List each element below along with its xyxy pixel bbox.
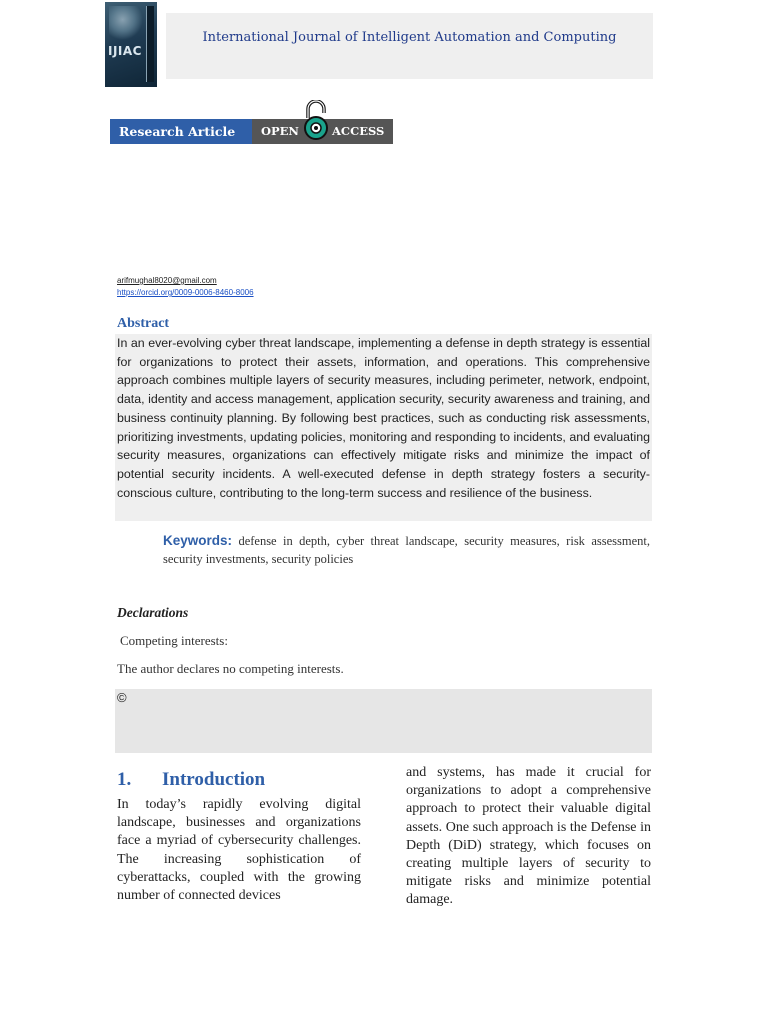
orcid-link[interactable]: https://orcid.org/0009-0006-8460-8006 — [117, 288, 254, 297]
article-type-badge: Research Article — [110, 119, 252, 144]
open-lock-icon — [302, 100, 330, 140]
introduction-heading — [117, 769, 265, 791]
competing-interests-statement: The author declares no competing interests. — [117, 661, 344, 676]
open-label: OPEN — [261, 124, 299, 138]
section-number: 1. — [117, 769, 132, 790]
keywords-label: Keywords: — [163, 533, 233, 548]
copyright-symbol: © — [117, 690, 127, 705]
access-label: ACCESS — [332, 124, 385, 138]
author-email-link[interactable]: arifmughal8020@gmail.com — [117, 276, 217, 285]
declarations-heading: Declarations — [117, 605, 189, 620]
cover-spine — [146, 6, 154, 82]
header-band — [166, 13, 653, 79]
keywords-text: defense in depth, cyber threat landscape, security measures, risk assessment, security investments, security policies — [163, 534, 651, 566]
competing-interests-label: Competing interests: — [120, 633, 228, 648]
keywords-block — [163, 532, 650, 568]
copyright-background — [115, 689, 652, 753]
section-title: Introduction — [162, 769, 266, 790]
cover-artwork — [109, 6, 143, 40]
abstract-text: In an ever-evolving cyber threat landscape, implementing a defense in depth strategy is essential for organizations to protect their assets, information, and operations. This comprehensive approach combines multiple layers of security measures, including perimeter, network, endpoint, data, identity and access management, application security, security awareness and training, and business continuity planning. By following best practices, such as conducting risk assessments, prioritizing investments, updating policies, monitoring and responding to incidents, and evaluating security measures, organizations can effectively mitigate risks and minimize the impact of potential security incidents. A well-executed defense in depth strategy fosters a security-conscious culture, contributing to the long-term success and resilience of the business. — [117, 336, 650, 500]
journal-cover-image — [105, 2, 157, 87]
cover-title: IJIAC — [108, 44, 142, 58]
abstract-heading: Abstract — [117, 316, 170, 331]
introduction-right-column: and systems, has made it crucial for organizations to adopt a comprehensive approach to protect their valuable digital assets. One such approach is the Defense in Depth (DiD) strategy, which focuses on creating multiple layers of security to mitigate risks and minimize potential damage. — [406, 765, 651, 908]
journal-title: International Journal of Intelligent Automation and Computing — [202, 30, 617, 45]
introduction-left-column: In today’s rapidly evolving digital landscape, businesses and organizations face a myriad of cybersecurity challenges. The increasing sophistication of cyberattacks, coupled with the growing number of connected devices — [117, 797, 361, 904]
